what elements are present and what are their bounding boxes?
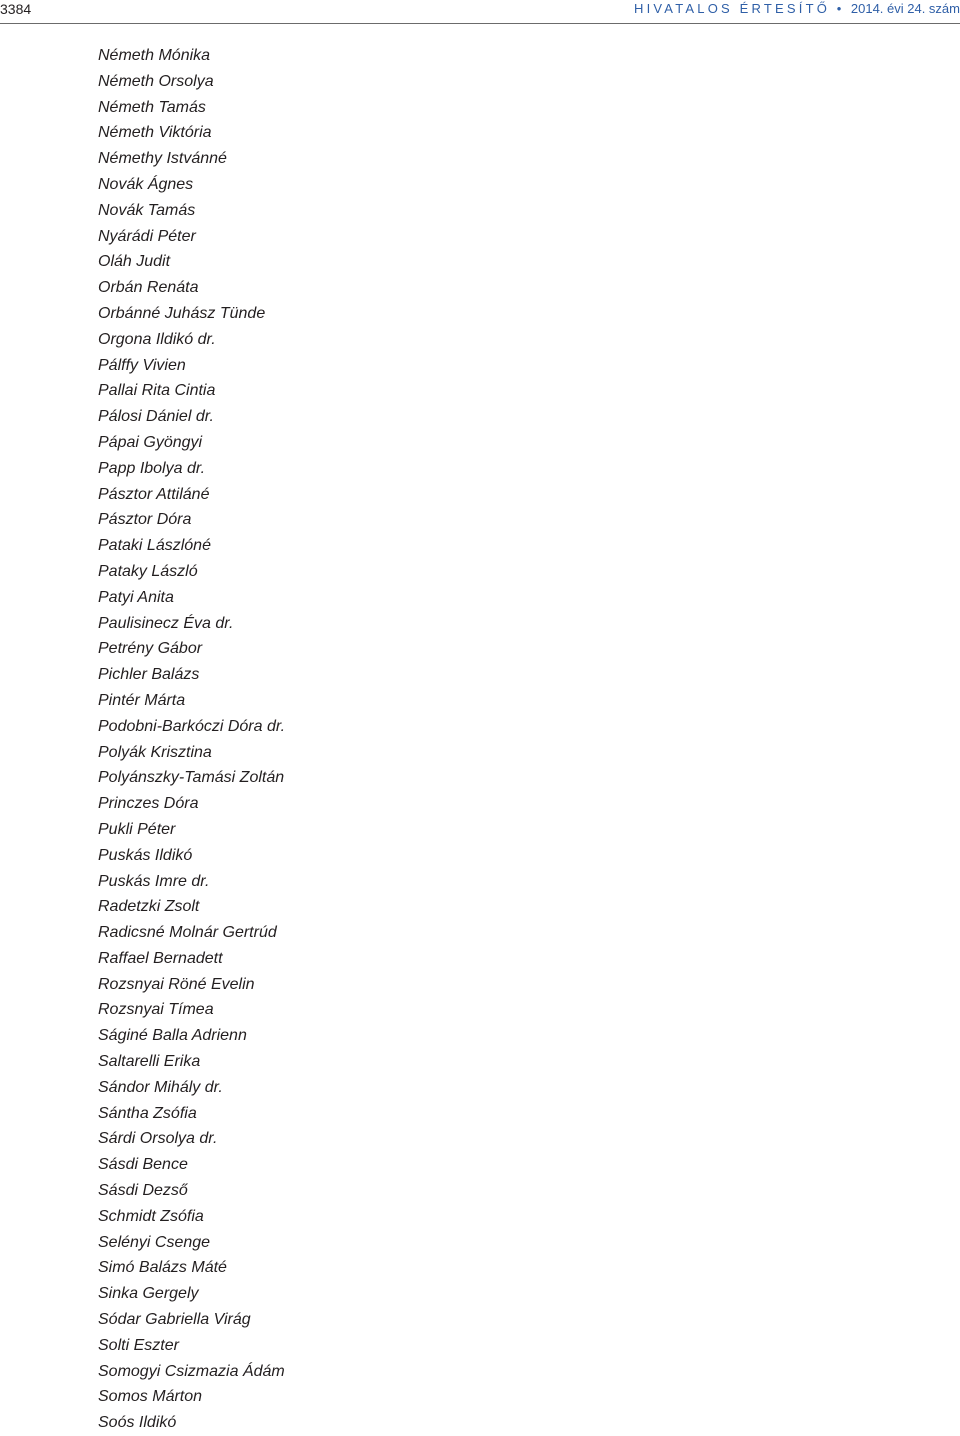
list-item: Orbán Renáta [98,279,199,297]
list-item: Selényi Csenge [98,1233,211,1251]
list-item: Radicsné Molnár Gertrúd [98,924,277,942]
list-item: Sárdi Orsolya dr. [98,1130,218,1148]
list-item: Pásztor Attiláné [98,485,210,503]
list-item: Solti Eszter [98,1336,179,1354]
page-header [0,0,960,24]
issue-number: 2014. évi 24. szám [850,1,960,16]
list-item: Pichler Balázs [98,666,200,684]
list-item: Pásztor Dóra [98,511,192,529]
journal-name: HIVATALOS ÉRTESÍTŐ [634,1,831,16]
list-item: Pataki Lászlóné [98,537,211,555]
list-item: Soós Ildikó [98,1414,177,1432]
list-item: Németh Tamás [98,98,206,116]
list-item: Rozsnyai Röné Evelin [98,975,255,993]
list-item: Sántha Zsófia [98,1104,197,1122]
list-item: Pálosi Dániel dr. [98,408,214,426]
list-item: Papp Ibolya dr. [98,459,206,477]
list-item: Princzes Dóra [98,795,199,813]
list-item: Rozsnyai Tímea [98,1001,214,1019]
list-item: Sásdi Bence [98,1156,188,1174]
name-list [98,43,285,1436]
list-item: Pálffy Vivien [98,356,186,374]
list-item: Orbánné Juhász Tünde [98,304,266,322]
list-item: Raffael Bernadett [98,949,223,967]
list-item: Podobni-Barkóczi Dóra dr. [98,717,286,735]
list-item: Polyánszky-Tamási Zoltán [98,769,285,787]
list-item: Schmidt Zsófia [98,1207,204,1225]
list-item: Somogyi Csizmazia Ádám [98,1362,285,1380]
list-item: Patyi Anita [98,588,174,606]
list-item: Orgona Ildikó dr. [98,330,216,348]
list-item: Nyárádi Péter [98,227,196,245]
list-item: Sásdi Dezső [98,1182,188,1200]
list-item: Pataky László [98,562,198,580]
list-item: Petrény Gábor [98,640,203,658]
list-item: Puskás Imre dr. [98,872,210,890]
list-item: Sándor Mihály dr. [98,1078,223,1096]
header-separator: • [836,1,842,16]
running-head [634,0,960,18]
list-item: Sódar Gabriella Virág [98,1311,251,1329]
list-item: Novák Ágnes [98,175,194,193]
list-item: Somos Márton [98,1388,203,1406]
list-item: Németh Orsolya [98,72,214,90]
list-item: Pallai Rita Cintia [98,382,216,400]
list-item: Pukli Péter [98,820,176,838]
list-item: Puskás Ildikó [98,846,193,864]
list-item: Polyák Krisztina [98,743,212,761]
page-number: 3384 [0,1,32,17]
list-item: Oláh Judit [98,253,171,271]
list-item: Saltarelli Erika [98,1053,201,1071]
list-item: Paulisinecz Éva dr. [98,614,234,632]
list-item: Pápai Gyöngyi [98,433,203,451]
list-item: Radetzki Zsolt [98,898,200,916]
list-item: Némethy Istvánné [98,150,227,168]
list-item: Simó Balázs Máté [98,1259,227,1277]
list-item: Ságiné Balla Adrienn [98,1027,247,1045]
list-item: Németh Viktória [98,124,212,142]
list-item: Németh Mónika [98,47,211,64]
header-rule [0,23,960,24]
list-item: Pintér Márta [98,691,186,709]
list-item: Sinka Gergely [98,1285,199,1303]
list-item: Novák Tamás [98,201,196,219]
